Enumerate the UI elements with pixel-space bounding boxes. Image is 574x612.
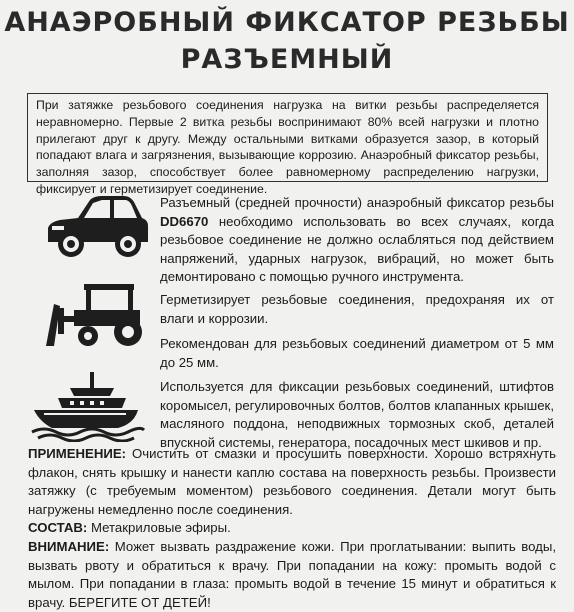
intro-box: При затяжке резьбового соединения нагрузка на витки резьбы распределяется неравномерно. Первые 2 витка резьбы воспринимают 80% всей нагрузки и плотно прилегают друг к другу. Между остальными витками образуется зазор, в который попадают влага и загрязнения, вызывающие коррозию. Анаэробный фиксатор резьбы, заполняя зазор, способствует более равномерному распределению нагрузки, фиксирует и герметизирует соединение. bbox=[27, 93, 548, 182]
bulldozer-icon bbox=[44, 280, 148, 350]
composition-section bbox=[28, 519, 556, 538]
application-label: ПРИМЕНЕНИЕ: bbox=[28, 446, 127, 461]
warning-section bbox=[28, 538, 556, 612]
product-code: DD6670 bbox=[160, 213, 209, 229]
composition-text: Метакриловые эфиры. bbox=[87, 520, 231, 535]
paragraph-usage-text-b: необходимо использовать во всех случаях, когда резьбовое соединение не должно ослабляться под действием напряжений, ударных нагрузок, вибраций, но может быть демонтировано с помощью ручного инструмента. bbox=[160, 213, 554, 285]
car-icon bbox=[44, 192, 152, 264]
page-title bbox=[0, 4, 574, 78]
warning-label: ВНИМАНИЕ: bbox=[28, 539, 110, 554]
title-line-1: АНАЭРОБНЫЙ ФИКСАТОР РЕЗЬБЫ bbox=[4, 7, 570, 38]
warning-text: Может вызвать раздражение кожи. При проглатывании: выпить воды, вызвать рвоту и обратиться к врачу. При попадании на кожу: промыть водой с мылом. При попадании в глаза: промыть водой в течение 15 минут и обратиться к врачу. БЕРЕГИТЕ ОТ ДЕТЕЙ! bbox=[28, 539, 556, 610]
title-line-2: РАЗЪЕМНЫЙ bbox=[180, 44, 394, 75]
composition-label: СОСТАВ: bbox=[28, 520, 88, 535]
paragraph-usage-text-a: Разъемный (средней прочности) анаэробный фиксатор резьбы bbox=[160, 195, 554, 210]
paragraph-diameter: Рекомендован для резьбовых соединений диаметром от 5 мм до 25 мм. bbox=[160, 336, 554, 370]
paragraph-applications: Используется для фиксации резьбовых соединений, штифтов коромысел, регулировочных болтов, болтов клапанных крышек, масляного поддона, неподвижных тормозных скоб, деталей впускной системы, генератора, посадочных мест шкивов и пр. bbox=[160, 379, 554, 450]
application-text: Очистить от смазки и просушить поверхности. Хорошо встряхнуть флакон, снять крышку и нанести каплю состава на поверхность резьбы. Произвести затяжку (с требуемым моментом) резьбового соединения. Детали могут быть нагружены немедленно после соединения. bbox=[28, 446, 556, 517]
paragraph-usage bbox=[160, 194, 554, 287]
application-section bbox=[28, 445, 556, 519]
ship-icon bbox=[30, 370, 148, 442]
paragraph-sealing: Герметизирует резьбовые соединения, предохраняя их от влаги и коррозии. bbox=[160, 292, 554, 326]
